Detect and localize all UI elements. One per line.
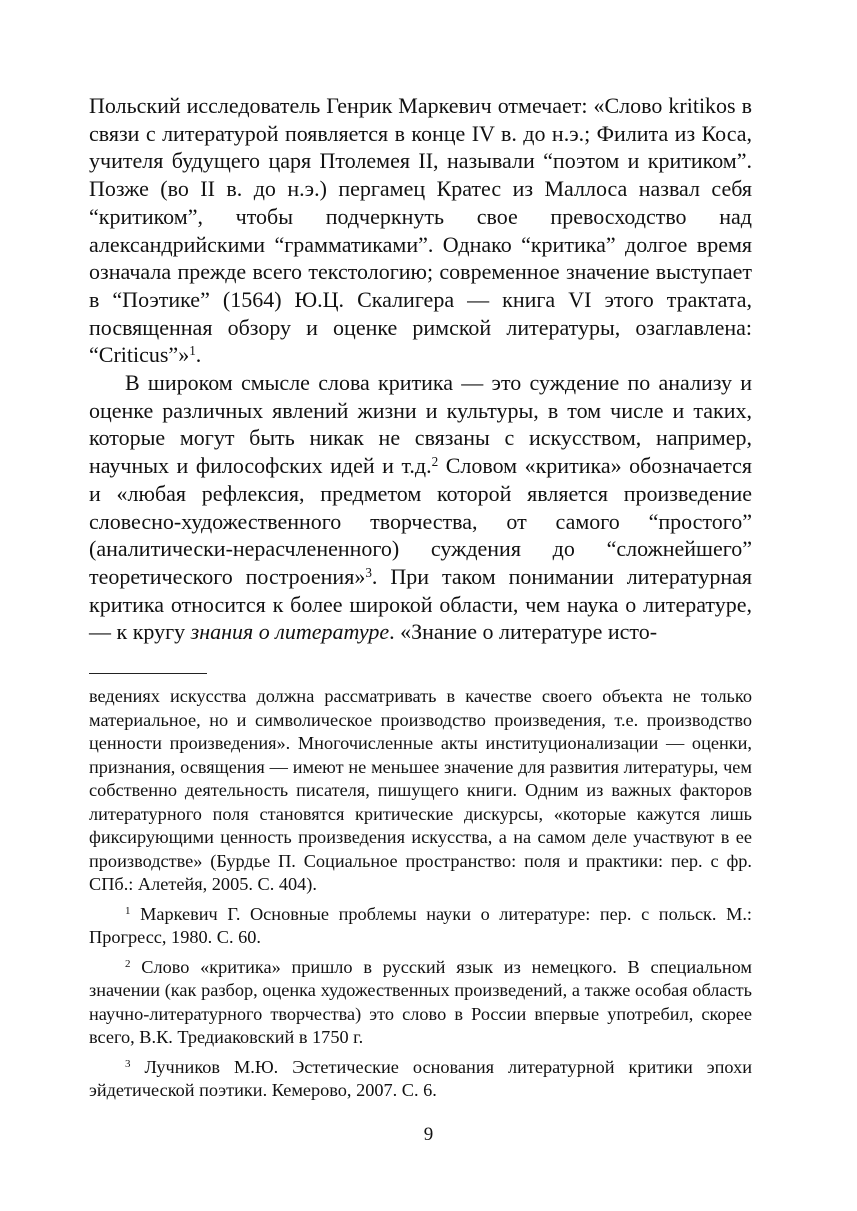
footnote-2-text: Слово «критика» пришло в русский язык из немецкого. В специальном значении (как разбор, оценка художественных произведений, а также особая область научно-литературного творчества) это слово в России впервые употребил, скорее всего, В.К. Тредиаковский в 1750 г.: [89, 956, 752, 1048]
footnote-3: [89, 1056, 752, 1103]
footnote-separator: [89, 673, 207, 674]
paragraph-1-text: Польский исследователь Генрик Маркевич отмечает: «Слово kritikos в связи с литературой появляется в конце IV в. до н.э.; Филита из Коса, учителя будущего царя Птолемея II, называли “поэтом и критиком”. Позже (во II в. до н.э.) пергамец Кратес из Маллоса назвал себя “критиком”, чтобы подчеркнуть свое превосходство над александрийскими “грамматиками”. Однако “критика” долгое время означала прежде всего текстологию; современное значение выступает в “Поэтике” (1564) Ю.Ц. Скалигера — книга VI этого трактата, посвященная обзору и оценке римской литературы, озаглавлена: “Criticus”»: [89, 93, 752, 368]
footnote-2: [89, 956, 752, 1050]
footnote-marker-2: 2: [125, 957, 131, 970]
footnote-marker-1: 1: [125, 904, 131, 917]
main-text: [89, 92, 752, 646]
paragraph-2-text-b: Словом «критика» обозначается и «любая рефлексия, предметом которой является произведение словесно-художественного творчества, от самого “простого” (аналитически-нерасчлененного) суждения до “сложнейшего” теоретического построения»: [89, 453, 753, 589]
footnote-ref-2: 2: [431, 453, 439, 469]
paragraph-2: [89, 369, 752, 646]
footnote-ref-3: 3: [365, 564, 372, 580]
paragraph-2-emphasis: знания о литературе: [190, 619, 390, 645]
footnote-continued: ведениях искусства должна рассматривать в качестве своего объекта не только материальное, но и символическое производство произведения, т.е. производство ценности произведения». Многочисленные акты институционализации — оценки, признания, освящения — имеют не меньшее значение для развития литературы, чем собственно деятельность писателя, пишущего книги. Одним из важных факторов литературного поля становятся критические дискурсы, «которые кажутся лишь фиксирующими ценность произведения искусства, а на самом деле участвуют в ее производстве» (Бурдье П. Социальное пространство: поля и практики: пер. с фр. СПб.: Алетейя, 2005. С. 404).: [89, 686, 752, 895]
paragraph-2-text-c: . При таком понимании литературная критика относится к более широкой области, чем наука о литературе, — к кругу: [89, 563, 753, 645]
paragraph-2-text-a: В широком смысле слова критика — это суждение по анализу и оценке различных явлений жизни и культуры, в том числе и таких, которые могут быть никак не связаны с искусством, например, научных и философских идей и т.д.: [89, 370, 752, 479]
paragraph-2-text-d: . «Знание о литературе исто-: [389, 619, 658, 645]
paragraph-1: [89, 92, 752, 369]
footnote-marker-3: 3: [125, 1057, 131, 1070]
footnotes: [89, 685, 752, 1103]
footnote-3-text: Лучников М.Ю. Эстетические основания литературной критики эпохи эйдетической поэтики. Кемерово, 2007. С. 6.: [89, 1056, 752, 1101]
footnote-1: [89, 903, 752, 950]
paragraph-1-end: .: [195, 342, 202, 368]
footnote-ref-1: 1: [189, 343, 196, 359]
page-number: 9: [423, 1124, 434, 1145]
footnote-1-text: Маркевич Г. Основные проблемы науки о литературе: пер. с польск. М.: Прогресс, 1980. С. 60.: [89, 903, 752, 948]
page-content: [89, 92, 752, 1103]
